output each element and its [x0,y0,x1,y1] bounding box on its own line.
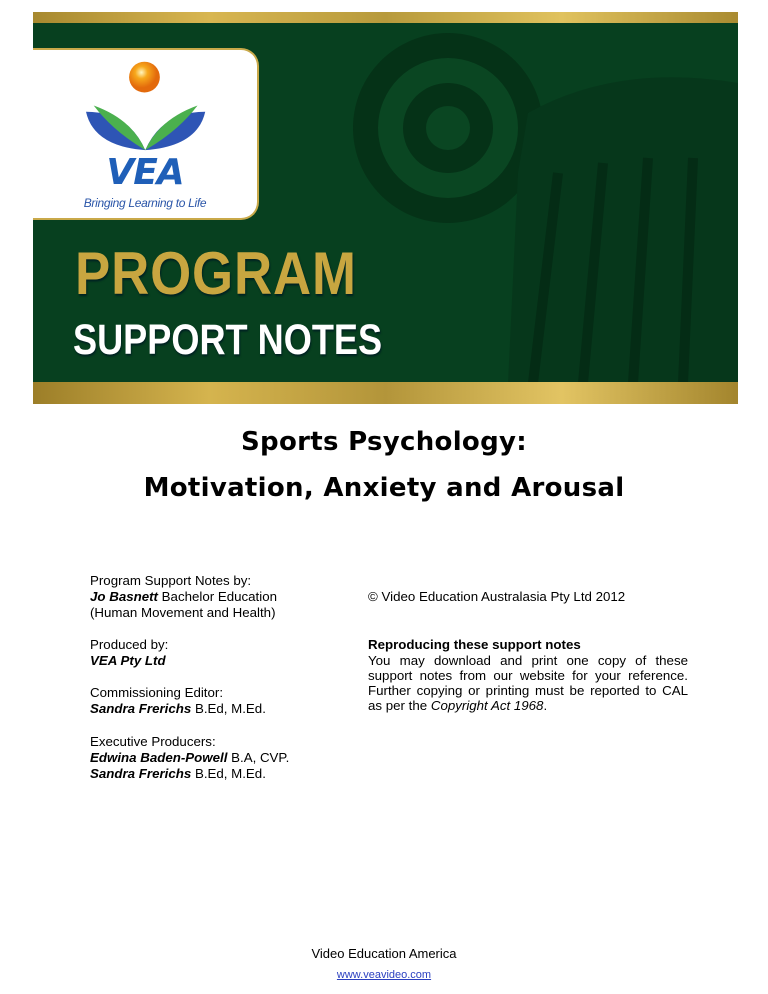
vea-logo [33,48,259,220]
executive-producer-name: Edwina Baden-Powell [90,750,228,765]
executive-producers-label: Executive Producers: [90,734,216,749]
document-title-line1: Sports Psychology: [241,427,527,457]
producer-name: VEA Pty Ltd [90,653,166,668]
notes-by-label: Program Support Notes by: [90,573,252,588]
copyright-act: Copyright Act 1968 [430,698,544,713]
editor-qualification: B.Ed, M.Ed. [191,701,266,716]
produced-by-label: Produced by: [90,637,169,652]
banner-heading-support-notes: SUPPORT NOTES [73,316,383,364]
footer-company: Video Education America [311,946,457,961]
banner-heading-program: PROGRAM [75,240,357,307]
gold-band-bottom [33,382,738,404]
editor-name: Sandra Frerichs [90,701,192,716]
vea-logo-mark [33,54,259,154]
author-name: Jo Basnett [90,589,158,604]
executive-producer-qualification: B.A, CVP. [227,750,290,765]
executive-producers-block [90,734,289,782]
copyright-notice: © Video Education Australasia Pty Ltd 2012 [368,589,626,604]
reproducing-body: You may download and print one copy of these support notes from our website for your reference. Further copying or printing must be reported to CAL as per the [368,653,688,713]
reproducing-end: . [543,698,548,713]
footer-url-wrap [0,966,768,983]
document-title-line2: Motivation, Anxiety and Arousal [143,473,625,503]
editor-label: Commissioning Editor: [90,685,224,700]
gold-band-top [33,12,738,23]
reproducing-heading: Reproducing these support notes [368,637,581,652]
notes-by-block [90,573,277,621]
footer-website-link[interactable]: www.veavideo.com [336,969,432,981]
author-qualification-detail: (Human Movement and Health) [90,605,276,620]
executive-producer-name: Sandra Frerichs [90,766,192,781]
editor-block [90,685,266,717]
produced-by-block [90,637,168,669]
vea-logo-text: VEA [106,152,184,193]
executive-producer-qualification: B.Ed, M.Ed. [191,766,266,781]
author-qualification: Bachelor Education [157,589,277,604]
cover-banner [33,12,738,404]
reproducing-notice [368,637,688,713]
logo-tagline: Bringing Learning to Life [83,196,207,210]
